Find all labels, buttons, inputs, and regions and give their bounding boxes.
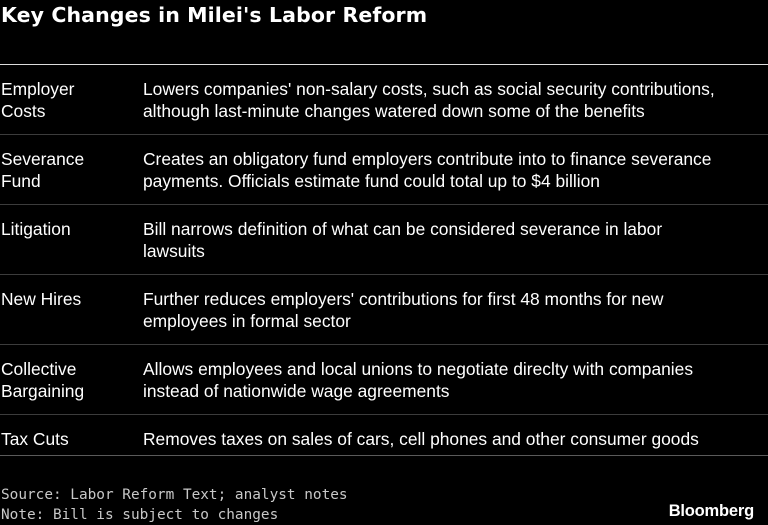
- table-row: [0, 345, 768, 415]
- table-row: [0, 65, 768, 135]
- table-row: [0, 415, 768, 456]
- table-row: [0, 205, 768, 275]
- row-label: Severance Fund: [1, 149, 85, 191]
- row-label: New Hires: [1, 289, 82, 309]
- table-row: [0, 275, 768, 345]
- row-label: Collective Bargaining: [1, 359, 85, 401]
- source-note: Source: Labor Reform Text; analyst notes: [1, 487, 348, 503]
- bloomberg-logo: Bloomberg: [668, 502, 754, 520]
- disclaimer-note: Note: Bill is subject to changes: [1, 507, 279, 523]
- row-description: Creates an obligatory fund employers contribute into to finance severance payments. Officials estimate fund could total up to $4 billion: [143, 149, 712, 191]
- footer-notes: [1, 485, 348, 525]
- row-description: Lowers companies' non-salary costs, such as social security contributions, although last-minute changes watered down some of the benefits: [143, 79, 715, 121]
- row-label: Tax Cuts: [1, 429, 69, 449]
- row-label: Litigation: [1, 219, 71, 239]
- row-description: Bill narrows definition of what can be considered severance in labor lawsuits: [143, 219, 663, 261]
- row-description: Further reduces employers' contributions for first 48 months for new employees in formal sector: [143, 289, 664, 331]
- row-description: Allows employees and local unions to negotiate direclty with companies instead of nationwide wage agreements: [143, 359, 694, 401]
- row-description: Removes taxes on sales of cars, cell phones and other consumer goods: [143, 429, 699, 449]
- row-label: Employer Costs: [1, 79, 75, 121]
- table-row: [0, 135, 768, 205]
- reform-table: [0, 64, 768, 456]
- page-title: Key Changes in Milei's Labor Reform: [1, 3, 428, 27]
